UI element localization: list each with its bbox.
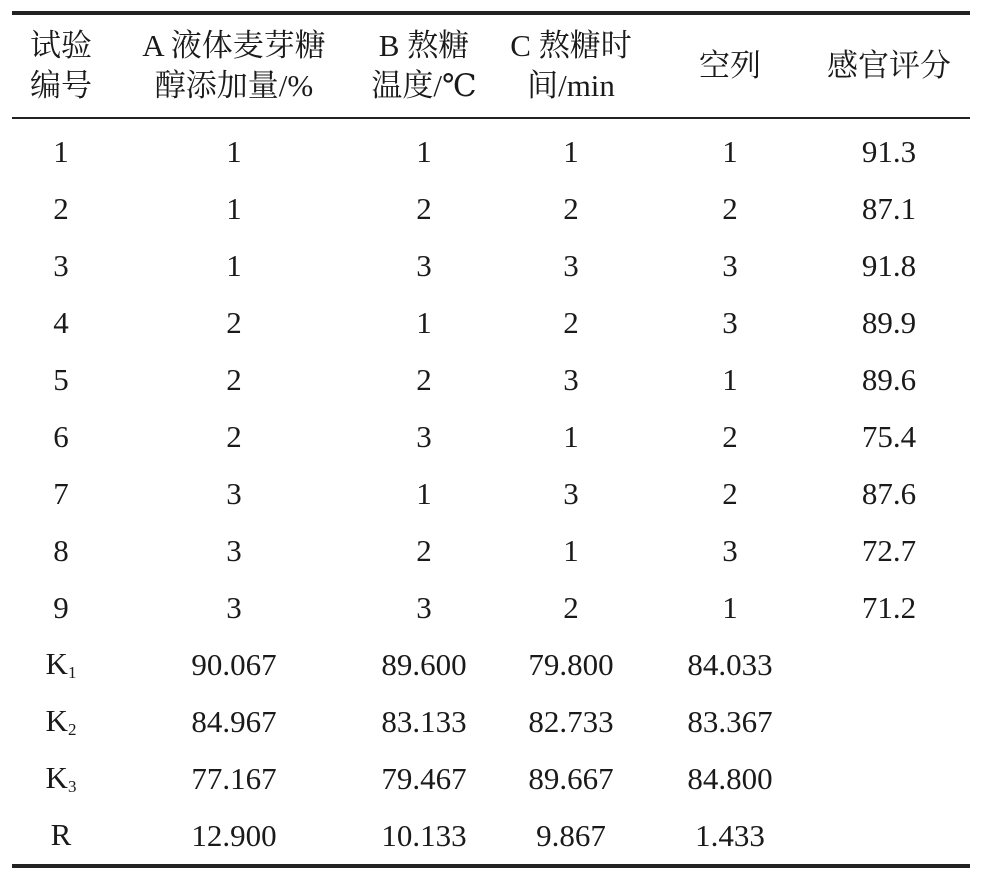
table-row [12,408,970,465]
summary-row [12,693,970,750]
cell-factor-b-level: 3 [416,247,432,283]
table-row [12,522,970,579]
cell-sensory-score: 87.6 [861,475,917,511]
cell-blank-level: 2 [722,190,738,226]
cell-factor-a-level: 3 [226,532,242,568]
summary-cell-sensory-score [808,807,970,866]
summary-cell-blank-level: 83.367 [687,703,773,739]
header-factor-b-line2: 温度/℃ [371,68,477,103]
table-header [12,13,970,118]
cell-sensory-score: 91.3 [861,133,917,169]
cell-test-number: 4 [53,304,69,340]
summary-label-subscript: 3 [67,777,77,796]
cell-factor-c-level: 2 [563,190,579,226]
cell-sensory-score: 71.2 [861,589,917,625]
cell-test-number: 7 [53,475,69,511]
cell-factor-c-level: 2 [563,304,579,340]
summary-label-subscript: 2 [67,720,77,739]
cell-sensory-score: 89.6 [861,361,917,397]
summary-row [12,807,970,866]
summary-cell-factor-a-level: 84.967 [191,703,277,739]
cell-test-number: 9 [53,589,69,625]
cell-factor-b-level: 2 [416,190,432,226]
table-row [12,351,970,408]
cell-factor-c-level: 1 [563,532,579,568]
header-factor-c-line1: C 熬糖时 [510,28,632,63]
cell-factor-a-level: 2 [226,304,242,340]
table-body [12,118,970,866]
cell-factor-c-level: 3 [563,475,579,511]
summary-cell-factor-a-level: 12.900 [191,817,277,853]
table-row [12,118,970,180]
cell-sensory-score: 75.4 [861,418,917,454]
summary-cell-factor-b-level: 89.600 [381,646,467,682]
cell-sensory-score: 72.7 [861,532,917,568]
cell-blank-level: 3 [722,532,738,568]
header-factor-a-line2: 醇添加量/% [154,68,314,103]
cell-sensory-score: 89.9 [861,304,917,340]
header-test-number-line2: 编号 [30,68,92,103]
cell-test-number: 5 [53,361,69,397]
table-row [12,579,970,636]
summary-label [12,807,110,866]
header-factor-a [110,13,358,118]
cell-factor-a-level: 2 [226,418,242,454]
orthogonal-test-table [12,11,970,868]
cell-factor-c-level: 1 [563,133,579,169]
header-factor-a-line1: A 液体麦芽糖 [142,28,326,63]
cell-factor-c-level: 1 [563,418,579,454]
summary-cell-factor-b-level: 79.467 [381,760,467,796]
summary-cell-blank-level: 1.433 [695,817,765,853]
summary-cell-factor-c-level: 79.800 [528,646,614,682]
header-test-number-line1: 试验 [30,28,92,63]
summary-cell-sensory-score [808,750,970,807]
orthogonal-test-table-container [12,11,970,868]
cell-factor-a-level: 3 [226,589,242,625]
cell-sensory-score: 87.1 [861,190,917,226]
summary-label [12,636,110,693]
cell-test-number: 6 [53,418,69,454]
cell-factor-a-level: 1 [226,247,242,283]
summary-cell-sensory-score [808,636,970,693]
cell-factor-b-level: 3 [416,589,432,625]
summary-cell-factor-a-level: 77.167 [191,760,277,796]
header-sensory-score: 感官评分 [827,48,951,83]
cell-blank-level: 1 [722,361,738,397]
cell-blank-level: 3 [722,247,738,283]
header-row [12,13,970,118]
cell-factor-b-level: 3 [416,418,432,454]
cell-test-number: 1 [53,133,69,169]
cell-test-number: 2 [53,190,69,226]
cell-factor-c-level: 2 [563,589,579,625]
cell-blank-level: 3 [722,304,738,340]
table-row [12,180,970,237]
summary-label-subscript: 1 [67,663,77,682]
cell-factor-b-level: 1 [416,304,432,340]
cell-blank-level: 1 [722,589,738,625]
summary-label-text: K [45,646,68,681]
cell-factor-a-level: 1 [226,133,242,169]
summary-label [12,750,110,807]
cell-blank-level: 2 [722,475,738,511]
header-factor-b-line1: B 熬糖 [378,28,470,63]
cell-factor-b-level: 1 [416,475,432,511]
cell-factor-a-level: 2 [226,361,242,397]
summary-label [12,693,110,750]
table-row [12,237,970,294]
summary-row [12,750,970,807]
table-row [12,294,970,351]
cell-factor-a-level: 1 [226,190,242,226]
cell-test-number: 8 [53,532,69,568]
cell-factor-c-level: 3 [563,247,579,283]
summary-label-text: K [45,703,68,738]
summary-cell-factor-c-level: 9.867 [536,817,606,853]
cell-sensory-score: 91.8 [861,247,917,283]
summary-cell-blank-level: 84.800 [687,760,773,796]
summary-label-text: R [50,817,72,852]
cell-blank-level: 2 [722,418,738,454]
header-blank-column: 空列 [699,48,761,83]
cell-test-number: 3 [53,247,69,283]
header-test-number [12,13,110,118]
cell-factor-b-level: 1 [416,133,432,169]
cell-factor-b-level: 2 [416,532,432,568]
header-factor-c-line2: 间/min [527,68,615,103]
summary-cell-factor-a-level: 90.067 [191,646,277,682]
summary-label-text: K [45,760,68,795]
summary-cell-factor-b-level: 83.133 [381,703,467,739]
header-factor-b [358,13,490,118]
table-row [12,465,970,522]
summary-cell-factor-c-level: 82.733 [528,703,614,739]
cell-blank-level: 1 [722,133,738,169]
cell-factor-b-level: 2 [416,361,432,397]
cell-factor-a-level: 3 [226,475,242,511]
summary-row [12,636,970,693]
header-factor-c [490,13,652,118]
summary-cell-sensory-score [808,693,970,750]
summary-cell-factor-c-level: 89.667 [528,760,614,796]
cell-factor-c-level: 3 [563,361,579,397]
summary-cell-factor-b-level: 10.133 [381,817,467,853]
summary-cell-blank-level: 84.033 [687,646,773,682]
